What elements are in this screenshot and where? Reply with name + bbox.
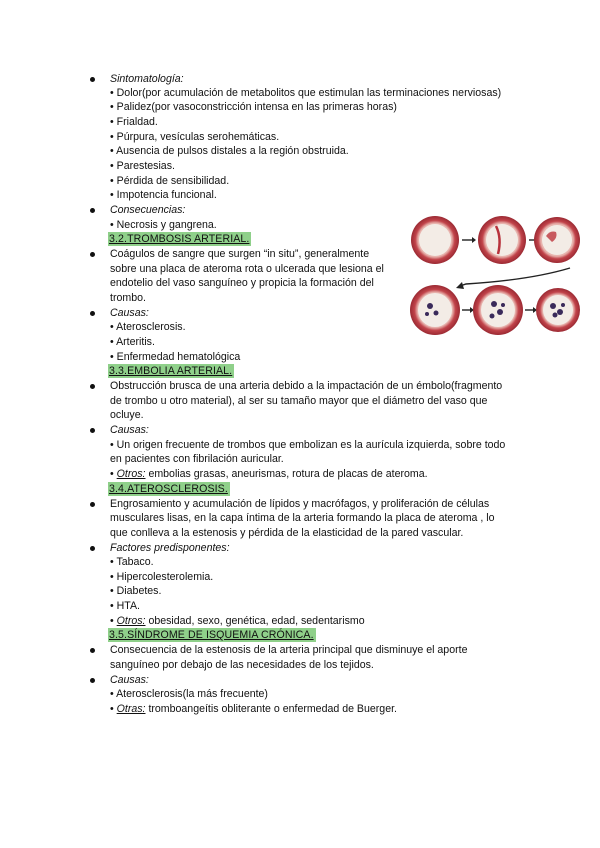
sintomatologia-item: • Parestesias. <box>110 160 175 172</box>
factor-item: • Hipercolesterolemia. <box>110 571 214 583</box>
factores-heading: Factores predisponentes: <box>110 542 230 554</box>
otros-text: embolias grasas, aneurismas, rotura de placas de ateroma. <box>145 468 428 480</box>
bullet-glyph: • <box>110 703 117 715</box>
section-title-embolia: 3.3.EMBOLIA ARTERIAL. <box>109 365 233 377</box>
vessel-plaque-icon <box>534 217 580 263</box>
factor-item: • Tabaco. <box>110 556 154 568</box>
embolia-definition: de trombo u otro material), al ser su tamaño mayor que el diámetro del vaso que <box>110 395 488 407</box>
trombosis-definition: trombo. <box>110 292 146 304</box>
bullet-dot <box>90 678 95 683</box>
sintomatologia-item: • Dolor(por acumulación de metabolitos que estimulan las terminaciones nerviosas) <box>110 87 502 99</box>
bullet-dot <box>90 77 95 82</box>
bullet-dot <box>90 208 95 213</box>
vessel-thrombus-growing-icon <box>473 285 523 335</box>
embolia-otros <box>110 467 428 481</box>
bullet-dot <box>90 502 95 507</box>
vessel-occluded-icon <box>536 288 580 332</box>
aterosclerosis-definition: musculares lisas, en la capa íntima de la arteria formando la placa de ateroma , lo <box>110 512 495 524</box>
section-title-aterosclerosis: 3.4.ATEROSCLEROSIS. <box>109 483 228 495</box>
embolia-causa: en pacientes con fibrilación auricular. <box>110 453 284 465</box>
embolia-definition: ocluye. <box>110 409 144 421</box>
consecuencias-heading: Consecuencias: <box>110 204 186 216</box>
bullet-glyph: • <box>110 615 117 627</box>
otros-label: Otros: <box>116 468 146 480</box>
otros-text: obesidad, sexo, genética, edad, sedentarismo <box>145 615 365 627</box>
sintomatologia-item: • Impotencia funcional. <box>110 189 217 201</box>
embolia-causas-heading: Causas: <box>110 424 149 436</box>
vessel-thrombus-start-icon <box>410 285 460 335</box>
sintomatologia-item: • Pérdida de sensibilidad. <box>110 175 230 187</box>
consecuencias-item: • Necrosis y gangrena. <box>110 219 217 231</box>
isquemia-causas-heading: Causas: <box>110 674 149 686</box>
bullet-dot <box>90 252 95 257</box>
embolia-definition: Obstrucción brusca de una arteria debido a la impactación de un émbolo(fragmento <box>110 380 503 392</box>
vessel-damaged-icon <box>478 216 526 264</box>
section-title-isquemia: 3.5.SÍNDROME DE ISQUEMIA CRÓNICA. <box>109 629 314 641</box>
bullet-dot <box>90 384 95 389</box>
bullet-dot <box>90 311 95 316</box>
thrombosis-progression-figure <box>410 208 580 340</box>
otras-text: tromboangeítis obliterante o enfermedad de Buerger. <box>145 703 397 715</box>
vessel-normal-icon <box>411 216 459 264</box>
sintomatologia-item: • Palidez(por vasoconstricción intensa en las primeras horas) <box>110 101 397 113</box>
factor-item: • Diabetes. <box>110 585 162 597</box>
bullet-glyph: • <box>110 468 117 480</box>
aterosclerosis-definition: que conlleva a la estenosis y pérdida de la elasticidad de la pared vascular. <box>110 527 464 539</box>
trombosis-definition: Coágulos de sangre que surgen “in situ”, generalmente <box>110 248 370 260</box>
trombosis-causas-heading: Causas: <box>110 307 149 319</box>
sintomatologia-item: • Frialdad. <box>110 116 158 128</box>
otros-label: Otros: <box>116 615 146 627</box>
bullet-dot <box>90 428 95 433</box>
isquemia-definition: sanguíneo por debajo de las necesidades de los tejidos. <box>110 659 374 671</box>
isquemia-definition: Consecuencia de la estenosis de la arteria principal que disminuye el aporte <box>110 644 468 656</box>
isquemia-otras <box>110 702 397 716</box>
trombosis-causa: • Aterosclerosis. <box>110 321 186 333</box>
bullet-dot <box>90 546 95 551</box>
factor-item: • HTA. <box>110 600 140 612</box>
aterosclerosis-otros <box>110 614 365 628</box>
sintomatologia-heading: Sintomatología: <box>110 73 184 85</box>
otras-label: Otras: <box>116 703 146 715</box>
bullet-dot <box>90 648 95 653</box>
isquemia-causa: • Aterosclerosis(la más frecuente) <box>110 688 268 700</box>
trombosis-causa: • Arteritis. <box>110 336 155 348</box>
trombosis-definition: sobre una placa de ateroma rota o ulcerada que lesiona el <box>110 263 384 275</box>
sintomatologia-item: • Ausencia de pulsos distales a la región obstruida. <box>110 145 349 157</box>
aterosclerosis-definition: Engrosamiento y acumulación de lípidos y macrófagos, y proliferación de células <box>110 498 490 510</box>
trombosis-causa: • Enfermedad hematológica <box>110 351 241 363</box>
embolia-causa: • Un origen frecuente de trombos que embolizan es la aurícula izquierda, sobre todo <box>110 439 506 451</box>
section-title-trombosis: 3.2.TROMBOSIS ARTERIAL. <box>109 233 250 245</box>
sintomatologia-item: • Púrpura, vesículas serohemáticas. <box>110 131 280 143</box>
trombosis-definition: endotelio del vaso sanguíneo y propicia la formación del <box>110 277 374 289</box>
